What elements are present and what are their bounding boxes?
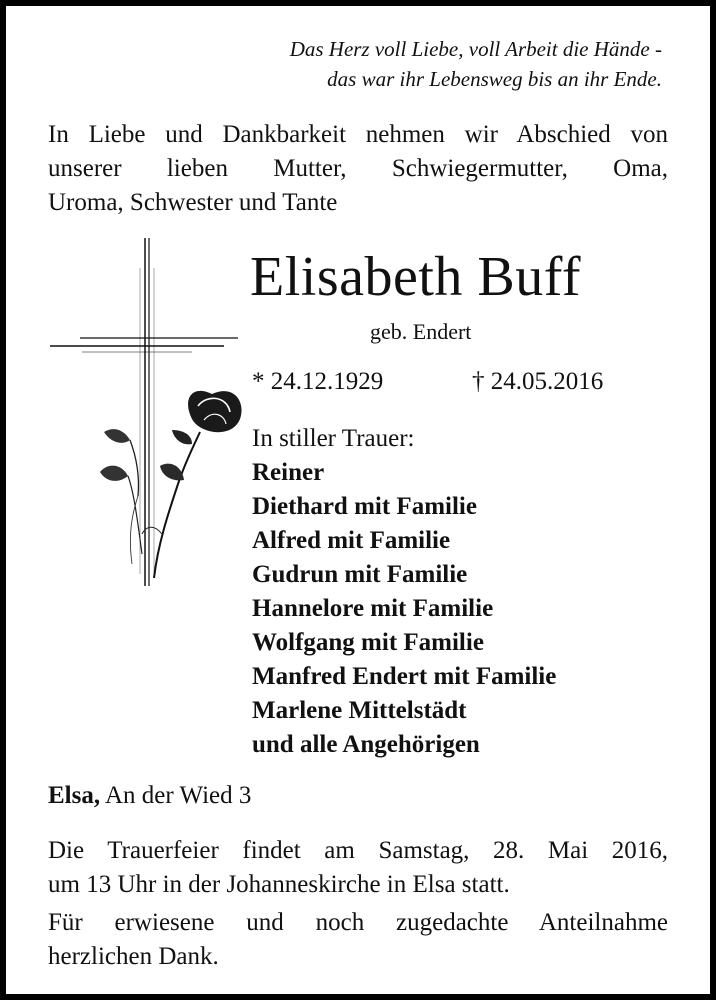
funeral-line-2: um 13 Uhr in der Johanneskirche in Elsa statt. (48, 871, 510, 898)
funeral-info (48, 834, 668, 902)
mourner-name: Alfred mit Familie (252, 527, 451, 554)
mourner-name: Hannelore mit Familie (252, 595, 494, 622)
mourner-name: Diethard mit Familie (252, 493, 477, 520)
thanks-line-1: Für erwiesene und noch zugedachte Anteilnahme (48, 909, 668, 936)
thanks-line-2: herzlichen Dank. (48, 943, 219, 970)
thanks-text (48, 906, 668, 974)
intro-text (48, 118, 668, 220)
mourner-name: Manfred Endert mit Familie (252, 663, 557, 690)
mourner-name: und alle Angehörigen (252, 731, 480, 758)
mourners-list (252, 456, 556, 762)
mourner-name: Reiner (252, 459, 325, 486)
intro-line-3: Uroma, Schwester und Tante (48, 189, 338, 216)
mourning-lead: In stiller Trauer: (252, 425, 415, 452)
cross-rose-illustration (42, 234, 242, 594)
intro-line-1: In Liebe und Dankbarkeit nehmen wir Abschied von (48, 121, 668, 148)
address-street: An der Wied 3 (104, 782, 252, 809)
address (48, 780, 251, 812)
motto-verse (142, 34, 662, 94)
deceased-name: Elisabeth Buff (250, 246, 582, 308)
motto-line-1: Das Herz voll Liebe, voll Arbeit die Hände - (289, 37, 662, 61)
death-date: † 24.05.2016 (472, 368, 604, 395)
intro-line-2: unserer lieben Mutter, Schwiegermutter, Oma, (48, 155, 668, 182)
birth-date: * 24.12.1929 (252, 368, 384, 395)
mourners-section (252, 422, 556, 762)
address-place: Elsa, (48, 782, 101, 809)
rose-icon (100, 391, 242, 578)
motto-line-2: das war ihr Lebensweg bis an ihr Ende. (327, 67, 662, 91)
mourner-name: Marlene Mittelstädt (252, 697, 467, 724)
mourner-name: Gudrun mit Familie (252, 561, 468, 588)
maiden-name: geb. Endert (370, 319, 472, 344)
funeral-line-1: Die Trauerfeier findet am Samstag, 28. Mai 2016, (48, 837, 668, 864)
mourner-name: Wolfgang mit Familie (252, 629, 484, 656)
